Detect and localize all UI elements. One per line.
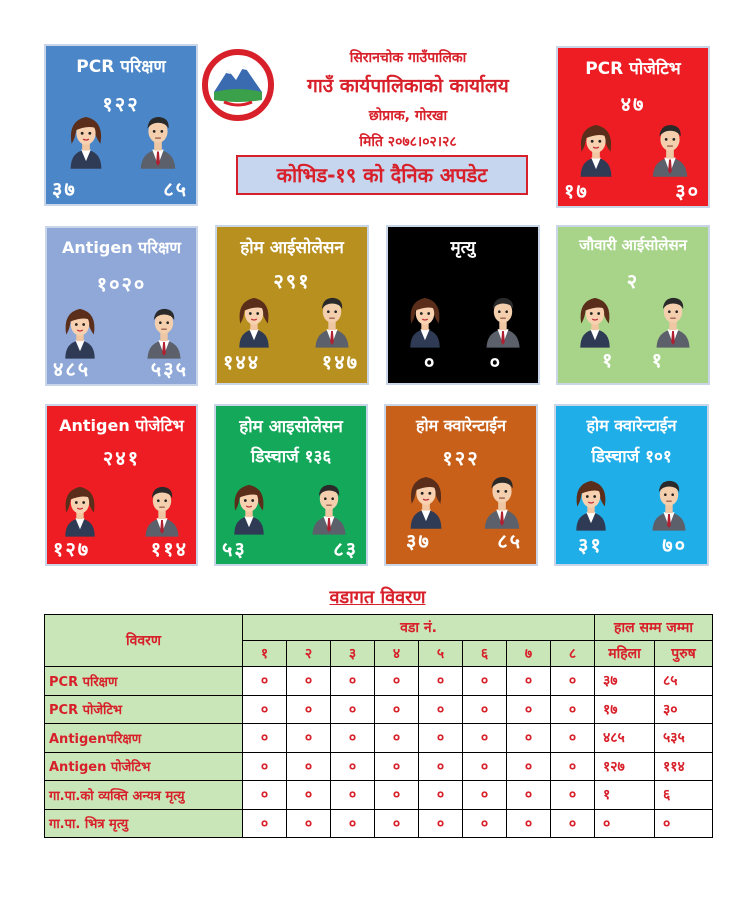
daily-update-banner: कोभिड-१९ को दैनिक अपडेट <box>236 155 528 195</box>
ward-value-cell: ० <box>375 752 419 781</box>
female-count: ३७ <box>52 177 77 201</box>
male-avatar-icon <box>309 291 355 349</box>
female-count: ३१ <box>578 533 603 557</box>
ward-value-cell: ० <box>243 809 287 838</box>
male-avatar-icon <box>646 118 694 178</box>
ward-value-cell: ० <box>375 724 419 753</box>
female-count: १७ <box>564 179 589 203</box>
row-label: Antigen पोजेटिभ <box>45 752 243 781</box>
table-row <box>45 752 713 781</box>
card-jauwari-isolation <box>556 225 710 385</box>
ward-value-cell: ० <box>287 752 331 781</box>
card-title: Antigen पोजेटिभ <box>59 416 184 435</box>
ward-value-cell: ० <box>463 752 507 781</box>
total-female-cell: १ <box>595 781 655 810</box>
female-count: ५३ <box>222 537 247 561</box>
card-title: होम आइसोलेसन <box>239 417 343 437</box>
ward-value-cell: ० <box>375 809 419 838</box>
ward-section-title: वडागत विवरण <box>329 587 426 608</box>
ward-value-cell: ० <box>507 752 551 781</box>
female-count: १४४ <box>223 350 261 374</box>
ward-value-cell: ० <box>507 809 551 838</box>
card-title: होम क्वारेन्टाईन <box>586 416 677 435</box>
male-avatar-icon <box>139 480 185 538</box>
ward-value-cell: ० <box>331 724 375 753</box>
card-pcr-test <box>44 44 198 206</box>
male-count: ७० <box>662 533 687 557</box>
ward-table <box>44 614 713 838</box>
col-header-total: हाल सम्म जम्मा <box>595 615 713 641</box>
total-male-cell: ० <box>655 809 713 838</box>
male-count: ० <box>489 350 502 374</box>
card-title: मृत्यु <box>450 238 476 258</box>
ward-value-cell: ० <box>507 695 551 724</box>
ward-value-cell: ० <box>507 667 551 696</box>
female-avatar-icon <box>62 110 110 170</box>
card-antigen-test <box>45 226 198 386</box>
ward-number: ४ <box>375 641 419 667</box>
card-title: होम आईसोलेसन <box>240 238 344 258</box>
office-name: गाउँ कार्यपालिकाको कार्यालय <box>307 75 509 97</box>
ward-value-cell: ० <box>331 809 375 838</box>
female-avatar-icon <box>572 291 618 349</box>
ward-value-cell: ० <box>551 752 595 781</box>
report-date: मिति २०७८।०२।२८ <box>359 134 457 150</box>
total-female-cell: ४८५ <box>595 724 655 753</box>
ward-value-cell: ० <box>375 781 419 810</box>
total-male-cell: ८५ <box>655 667 713 696</box>
table-row <box>45 724 713 753</box>
card-pcr-positive <box>556 46 710 208</box>
ward-value-cell: ० <box>419 724 463 753</box>
ward-number: ६ <box>463 641 507 667</box>
ward-value-cell: ० <box>551 781 595 810</box>
card-title: PCR पोजेटिभ <box>585 59 681 79</box>
ward-value-cell: ० <box>419 809 463 838</box>
address: छोप्राक, गोरखा <box>368 108 448 124</box>
male-avatar-icon <box>134 110 182 170</box>
ward-value-cell: ० <box>287 809 331 838</box>
card-title: जौवारी आईसोलेसन <box>579 236 687 254</box>
card-total: १२२ <box>102 92 140 116</box>
ward-value-cell: ० <box>507 724 551 753</box>
col-header-ward-no: वडा नं. <box>243 615 595 641</box>
female-avatar-icon <box>226 478 272 536</box>
ward-value-cell: ० <box>463 667 507 696</box>
male-count: ८५ <box>497 529 522 553</box>
card-title: होम क्वारेन्टाईन <box>415 416 507 435</box>
card-total: ४७ <box>620 92 646 116</box>
male-avatar-icon <box>306 478 352 536</box>
male-avatar-icon <box>141 302 187 360</box>
ward-value-cell: ० <box>331 667 375 696</box>
female-avatar-icon <box>57 302 103 360</box>
card-title: Antigen परिक्षण <box>62 238 181 257</box>
female-count: ० <box>424 350 437 374</box>
male-count: १ <box>651 348 664 372</box>
male-count: ३० <box>675 179 700 203</box>
ward-value-cell: ० <box>463 724 507 753</box>
female-avatar-icon <box>231 291 277 349</box>
ward-number: ७ <box>507 641 551 667</box>
ward-number: ८ <box>551 641 595 667</box>
ward-value-cell: ० <box>463 695 507 724</box>
card-antigen-positive <box>45 404 198 566</box>
total-male-cell: ६ <box>655 781 713 810</box>
female-avatar-icon <box>57 480 103 538</box>
ward-value-cell: ० <box>331 695 375 724</box>
ward-value-cell: ० <box>287 781 331 810</box>
female-avatar-icon <box>402 291 448 349</box>
card-subtitle: डिस्चार्ज १३६ <box>250 447 332 467</box>
card-total: १०२० <box>96 272 147 296</box>
ward-value-cell: ० <box>243 695 287 724</box>
ward-value-cell: ० <box>419 695 463 724</box>
male-count: ११४ <box>150 537 188 561</box>
ward-number: १ <box>243 641 287 667</box>
male-count: ५३५ <box>150 357 188 381</box>
card-total: २४१ <box>102 446 141 470</box>
ward-value-cell: ० <box>243 781 287 810</box>
ward-value-cell: ० <box>551 695 595 724</box>
ward-value-cell: ० <box>419 667 463 696</box>
total-female-cell: १२७ <box>595 752 655 781</box>
col-header-male: पुरुष <box>655 641 713 667</box>
ward-value-cell: ० <box>243 667 287 696</box>
card-total: १२२ <box>442 446 480 470</box>
ward-value-cell: ० <box>463 781 507 810</box>
row-label: गा.पा.को व्यक्ति अन्यत्र मृत्यु <box>45 781 243 810</box>
female-avatar-icon <box>572 118 620 178</box>
nepal-emblem-logo <box>200 48 276 122</box>
col-header-female: महिला <box>595 641 655 667</box>
card-total: २ <box>626 269 640 293</box>
col-header-details: विवरण <box>45 615 243 667</box>
card-home-isolation <box>215 225 369 385</box>
total-female-cell: ३७ <box>595 667 655 696</box>
female-avatar-icon <box>402 470 450 530</box>
total-male-cell: ११४ <box>655 752 713 781</box>
male-avatar-icon <box>650 291 696 349</box>
total-male-cell: ३० <box>655 695 713 724</box>
table-row <box>45 781 713 810</box>
ward-value-cell: ० <box>551 809 595 838</box>
total-female-cell: ० <box>595 809 655 838</box>
ward-value-cell: ० <box>463 809 507 838</box>
male-avatar-icon <box>646 474 692 532</box>
table-row <box>45 695 713 724</box>
card-home-isolation-discharge <box>214 404 368 566</box>
female-count: १ <box>602 348 615 372</box>
ward-value-cell: ० <box>375 667 419 696</box>
female-count: ३७ <box>406 529 431 553</box>
female-count: ४८५ <box>53 357 91 381</box>
card-home-quarantine-discharge <box>554 404 709 566</box>
ward-value-cell: ० <box>551 724 595 753</box>
ward-value-cell: ० <box>331 781 375 810</box>
ward-value-cell: ० <box>331 752 375 781</box>
card-death <box>386 225 540 385</box>
ward-value-cell: ० <box>419 781 463 810</box>
ward-value-cell: ० <box>375 695 419 724</box>
female-count: १२७ <box>53 537 91 561</box>
ward-number: ३ <box>331 641 375 667</box>
card-title: PCR परिक्षण <box>76 57 166 77</box>
total-male-cell: ५३५ <box>655 724 713 753</box>
row-label: PCR परिक्षण <box>45 667 243 696</box>
female-avatar-icon <box>568 474 614 532</box>
card-subtitle: डिस्चार्ज १०१ <box>591 447 672 467</box>
male-avatar-icon <box>478 470 526 530</box>
card-total: २९१ <box>273 269 311 293</box>
card-home-quarantine <box>384 404 538 566</box>
ward-value-cell: ० <box>243 752 287 781</box>
ward-value-cell: ० <box>551 667 595 696</box>
row-label: Antigenपरिक्षण <box>45 724 243 753</box>
municipality-name: सिरानचोक गाउँपालिका <box>349 50 467 66</box>
table-header-row <box>45 615 713 641</box>
ward-value-cell: ० <box>287 695 331 724</box>
male-count: ८३ <box>333 537 358 561</box>
ward-number: २ <box>287 641 331 667</box>
male-count: १४७ <box>321 350 359 374</box>
ward-value-cell: ० <box>419 752 463 781</box>
row-label: गा.पा. भित्र मृत्यु <box>45 809 243 838</box>
ward-value-cell: ० <box>243 724 287 753</box>
male-count: ८५ <box>163 177 188 201</box>
ward-value-cell: ० <box>507 781 551 810</box>
ward-number: ५ <box>419 641 463 667</box>
ward-value-cell: ० <box>287 724 331 753</box>
ward-value-cell: ० <box>287 667 331 696</box>
total-female-cell: १७ <box>595 695 655 724</box>
male-avatar-icon <box>480 291 526 349</box>
row-label: PCR पोजेटिभ <box>45 695 243 724</box>
table-row <box>45 667 713 696</box>
table-row <box>45 809 713 838</box>
